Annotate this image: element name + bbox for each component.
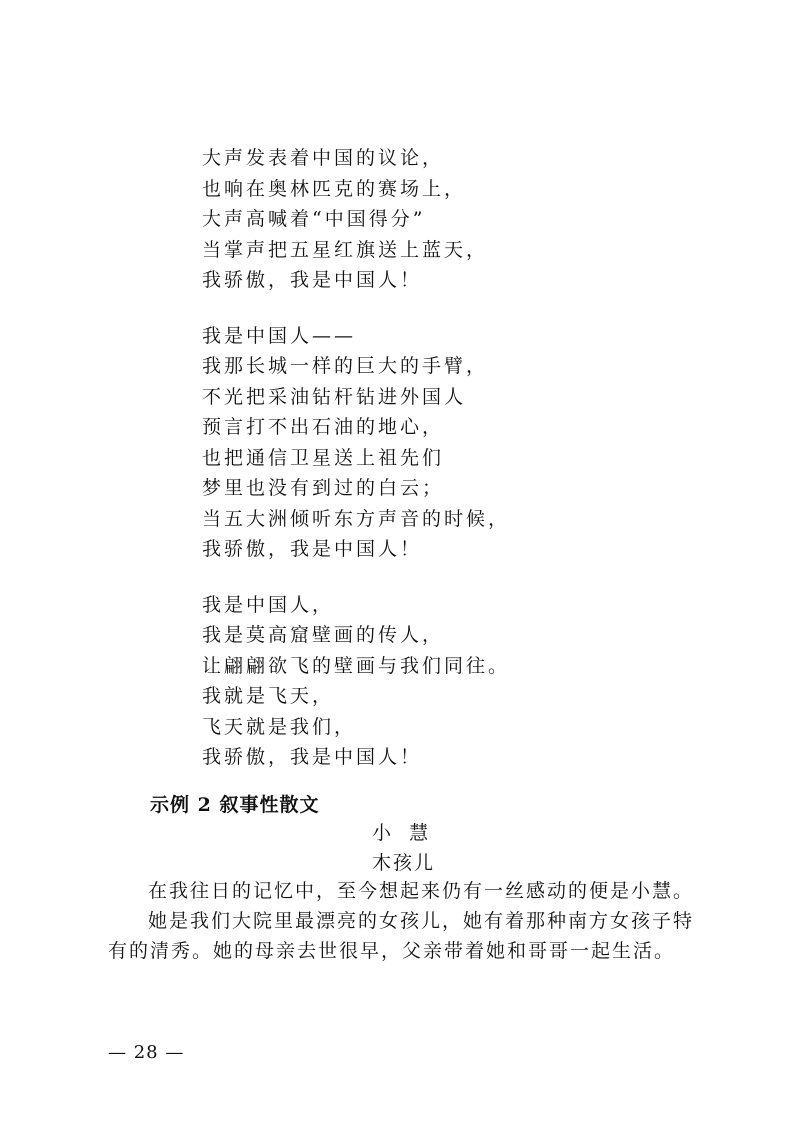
poem-stanza	[202, 321, 682, 565]
essay-title: 小 慧	[372, 822, 431, 844]
poem-line: 让翩翩欲飞的壁画与我们同往。	[202, 654, 511, 677]
poem-line: 飞天就是我们，	[202, 715, 357, 738]
poem-line: 大声发表着中国的议论，	[202, 147, 445, 169]
poem-line: 当掌声把五星红旗送上蓝天，	[202, 238, 489, 261]
poem-stanza	[202, 143, 682, 296]
example-heading: 示例 2 叙事性散文	[150, 794, 320, 816]
essay-paragraph: 她是我们大院里最漂亮的女孩儿，她有着那种南方女孩子特有的清秀。她的母亲去世很早，父亲带着她和哥哥一起生活。	[108, 910, 695, 962]
poem-line: 梦里也没有到过的白云；	[202, 477, 445, 499]
essay-body	[108, 876, 698, 966]
poem-line: 也响在奥林匹克的赛场上，	[202, 177, 467, 200]
poem-line: 我是中国人，	[202, 593, 335, 616]
essay-author: 木孩儿	[372, 852, 436, 874]
poem-line: 我骄傲，我是中国人！	[202, 269, 423, 291]
poem-line: 预言打不出石油的地心，	[202, 416, 445, 438]
essay-paragraph: 在我往日的记忆中，至今想起来仍有一丝感动的便是小慧。	[148, 880, 695, 902]
poem-line: 当五大洲倾听东方声音的时候，	[202, 507, 511, 530]
poem-line: 也把通信卫星送上祖先们	[202, 446, 445, 469]
poem-line: 我就是飞天，	[202, 685, 335, 707]
poem-line: 我是莫高窟壁画的传人，	[202, 624, 445, 646]
poem-line: 不光把采油钻杆钻进外国人	[202, 385, 467, 408]
poem	[202, 143, 682, 798]
poem-line: 我是中国人——	[202, 324, 357, 347]
poem-stanza	[202, 590, 682, 773]
poem-line: 我骄傲，我是中国人！	[202, 538, 423, 560]
poem-line: 我那长城一样的巨大的手臂，	[202, 355, 489, 377]
poem-line: 大声高喊着“中国得分”	[202, 208, 426, 230]
page-number: — 28 —	[108, 1042, 185, 1063]
poem-line: 我骄傲，我是中国人！	[202, 746, 423, 768]
